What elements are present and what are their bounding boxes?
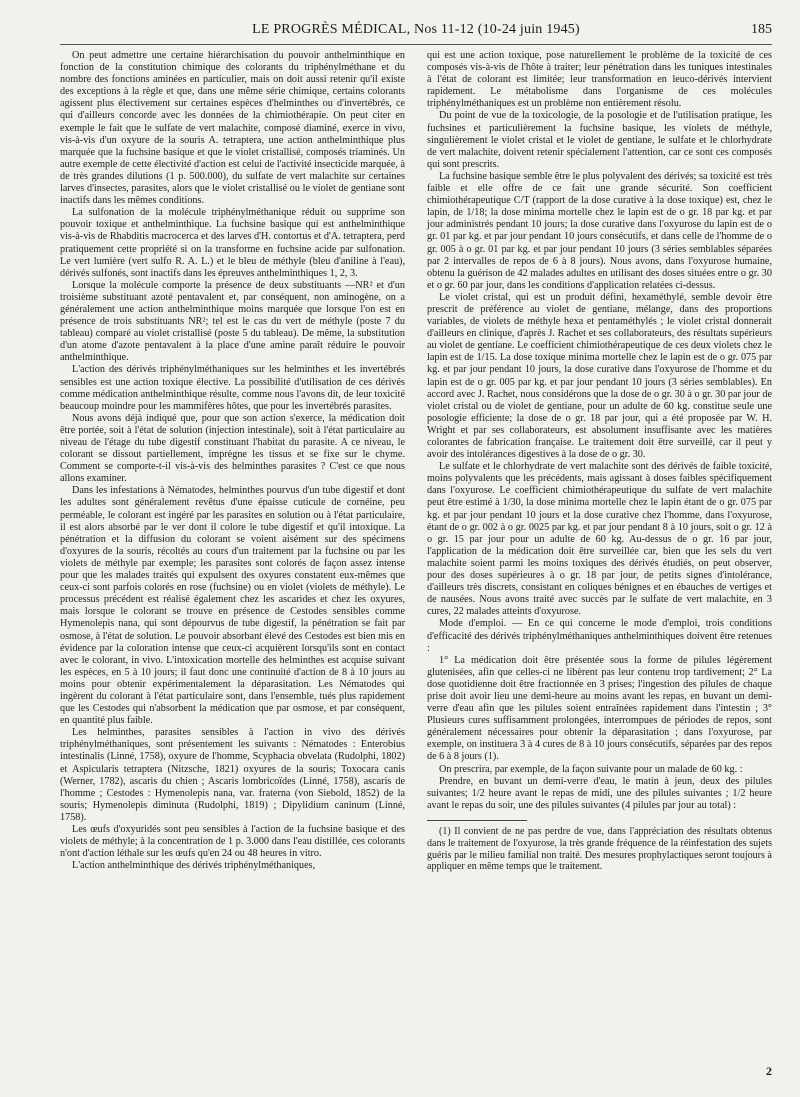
paragraph: Du point de vue de la toxicologie, de la posologie et de l'utilisation pratique, les fuchsines et particulièrement la fuchsine basique, les violets de méthyle, singulièrement le violet cristal et le violet de gentiane, le sulfate et le chlorhydrate de vert malachite, doivent retenir spécialement l'attention, car ce sont ces composés qui sont prescrits.	[427, 110, 772, 170]
paragraph: Les œufs d'oxyuridés sont peu sensibles à l'action de la fuchsine basique et des violets de méthyle; à la concentration de 1 p. 3.000 dans l'eau distillée, ces colorants n'ont d'action léthale sur les œufs qu'en 24 ou 48 heures in vitro.	[60, 824, 405, 860]
paragraph: qui est une action toxique, pose naturellement le problème de la toxicité de ces composés vis-à-vis de l'hôte à traiter; leur pénétration dans les tuniques intestinales à l'état de colorant est limitée; leur transformation en leuco-dérivés intervient rapidement. Le métabolisme dans l'organisme de ces molécules triphénylméthaniques est un problème non entièrement résolu.	[427, 50, 772, 110]
paragraph: La fuchsine basique semble être le plus polyvalent des dérivés; sa toxicité est très faible et elle offre de ce fait une grande sécurité. Son coefficient chimiothérapeutique C/T (rapport de la dose curative à la dose toxique) est, chez le lapin, de 1/18; la dose minima mortelle chez le lapin est de o gr. 18 par kg. et par jour administrés pendant 10 jours; la dose curative dans l'oxyurose du lapin est de o gr. 01 par kg. et par jour pendant 10 jours consécutifs, et dans celle de l'homme de o gr. 005 à o gr. 01 par kg. et par jour pendant 10 jours (3 séries semblables séparées par 2 intervalles de repos de 6 à 8 jours). Nous avons, dans l'oxyurose humaine, obtenu la guérison de 42 malades adultes en utilisant des doses situées entre o gr. 30 et o gr. 60 par jour, dans les conditions d'application relatées ci-dessus.	[427, 170, 772, 291]
journal-title: LE PROGRÈS MÉDICAL, Nos 11-12 (10-24 juin 1945)	[252, 22, 580, 37]
right-column	[427, 50, 772, 873]
paragraph: 1° La médication doit être présentée sous la forme de pilules légèrement glutenisées, afin que celles-ci ne libèrent pas leur contenu trop tardivement; 2° La dose quotidienne doit être fractionnée en 3 prises; l'ingestion des pilules de chaque prise doit avoir lieu une demi-heure au moins avant les repas, en buvant un demi-verre d'eau afin que les pilules soient entraînées rapidement dans l'intestin ; 3° Plusieurs cures suffisamment prolongées, interrompues de périodes de repos, sont généralement nécessaires pour obtenir la déparasitation ; dans l'oxyurose, par exemple, on instituera 3 à 4 cures de 8 à 10 jours consécutifs, séparées par des repos de 6 à 8 jours (1).	[427, 654, 772, 763]
signature-mark: 2	[766, 1064, 772, 1078]
paragraph: Le sulfate et le chlorhydrate de vert malachite sont des dérivés de faible toxicité, moins polyvalents que les précédents, mais agissant à doses faibles spécifiquement dans l'oxyurose. Le coefficient chimiothérapeutique du sulfate de vert malachite peut être estimé à 1/30, la dose minima mortelle chez le lapin étant de o gr. 075 par kg. et par jour pendant 10 jours et la dose curative chez l'homme, dans l'oxyurose, étant de o gr. 002 à o gr. 0025 par kg. et par jour pendant 8 à 10 jours, soit o gr. 12 à o gr. 15 par jour pour un adulte de 60 kg. Au-dessus de o gr. 16 par jour, l'application de la médication doit être surveillée car, bien que les sels du vert malachite soient parmi les moins toxiques des dérivés étudiés, on peut observer, pour des doses supérieures à o gr. 18 par jour, de petits signes d'intolérance, d'ailleurs très discrets, consistant en coliques bénignes et en ébauches de vertiges et de nausées. Nous avons traité avec succès par le sulfate de vert malachite, en 3 cures, 22 malades atteints d'oxyurose.	[427, 461, 772, 618]
paragraph: Dans les infestations à Nématodes, helminthes pourvus d'un tube digestif et dont les adultes sont généralement revêtus d'une épaisse cuticule de cornéine, peu perméable, le colorant est ingéré par les parasites en solution ou à l'état particulaire, il est alors absorbé par le ver dont il colore le tube digestif et qu'il intoxique. La pénétration et la diffusion du colorant se voient aisément sur des spécimens d'oxyures de la souris, récoltés au cours d'un traitement par la fuchsine ou par les violets de méthyle par exemple; les parasites sont colorés de façon assez intense pour que les malades traités qui expulsent des oxyures constatent eux-mêmes que ceux-ci sont parfois colorés en rose (fuchsine) ou en violet (violets de méthyle). Le processus précédent est réalisé également chez les ascarides et chez les oxyures, mais lorsque le colorant se trouve en présence de Cestodes sensibles comme Hymenolepis nana, qui sont dépourvus de tube digestif, la pénétration se fait par osmose, à l'état de solution. Le pouvoir absorbant élevé des Cestodes est bien mis en évidence par la coloration intense que ceux-ci acquièrent lorsqu'ils sont en contact avec le colorant, in vivo. L'intoxication mortelle des helminthes est acquise suivant les espèces, en 5 à 10 jours; il faut donc une continuité d'action de 8 à 10 jours au moins pour obtenir expérimentalement la déparasitation. Les Nématodes qui ingèrent du colorant à l'état particulaire sont, dans l'ensemble, tués plus rapidement que les Cestodes qui n'absorbent la médication que par osmose, et par conséquent, en quantité plus faible.	[60, 485, 405, 727]
footnote-divider	[427, 820, 527, 821]
running-header	[60, 20, 772, 45]
paragraph: Les helminthes, parasites sensibles à l'action in vivo des dérivés triphénylméthaniques, sont présentement les suivants : Nématodes : Enterobius intestinalis (Linné, 1758), oxyure de l'homme, Scyphacia obvelata (Rudolphi, 1802) et Aspicularis tetraptera (Nitzsche, 1821) oxyures de la souris; Toxocara canis (Werner, 1782), ascaris du chien ; Ascaris lombricoïdes (Linné, 1758), ascaris de l'homme ; Cestodes : Hymenolepis nana, var. fraterna (von Siebold, 1852) de la souris; Hymenolepis diminuta (Rudolphi, 1819) ; Dipylidium caninum (Linné, 1758).	[60, 727, 405, 823]
footnote: (1) Il convient de ne pas perdre de vue, dans l'appréciation des résultats obtenus dans le traitement de l'oxyurose, la très grande fréquence de la réinfestation des sujets guéris par le milieu familial non traité. Des mesures prophylactiques seront toujours à appliquer en même temps que le traitement.	[427, 825, 772, 873]
page-number: 185	[751, 22, 772, 37]
paragraph: On peut admettre une certaine hiérarchisation du pouvoir anthelminthique en fonction de la constitution chimique des colorants du triphénylméthane et du nombre des fonctions aminées en particulier, mais on doit aussi retenir qu'il existe des exceptions à la règle et que, dans une même série chimique, certains colorants agissent plus électivement sur certaines espèces d'helminthes ou d'invertébrés, ce qui d'ailleurs concorde avec les données de la chimiothérapie. On peut citer en exemple le fait que le sulfate de vert malachite, composé diaminé, exerce in vivo, vis-à-vis d'un oxyure de la souris A. tetraptera, une action anthelminthique plus marquée que la fuchsine basique et que le violet cristallisé, composés triaminés. Un autre exemple de cette électivité d'action est celui de l'activité insecticide marquée, à de très grandes dilutions (1 p. 500.000), du sulfate de vert malachite sur certaines larves d'insectes, parasites, alors que le violet cristallisé ou le violet de gentiane sont inactifs dans les mêmes conditions.	[60, 50, 405, 207]
paragraph: Prendre, en buvant un demi-verre d'eau, le matin à jeun, deux des pilules suivantes; 1/2 heure avant le repas de midi, une des pilules suivantes ; 1/2 heure avant le repas du soir, une des pilules suivantes (4 pilules par jour au total) :	[427, 775, 772, 811]
paragraph: Mode d'emploi. — En ce qui concerne le mode d'emploi, trois conditions d'efficacité des dérivés triphénylméthaniques anthelminthiques doivent être retenues :	[427, 618, 772, 654]
paragraph: L'action des dérivés triphénylméthaniques sur les helminthes et les invertébrés sensibles est une action toxique élective. La possibilité d'utilisation de ces dérivés comme médication anthelminthique résulte, comme nous l'avons dit, de leur toxicité beaucoup moindre pour les mammifères hôtes, que pour les invertébrés parasites.	[60, 364, 405, 412]
paragraph: Lorsque la molécule comporte la présence de deux substituants —NR² et d'un troisième substituant azoté pentavalent et, par conséquent, non aminogène, on a généralement une action anthelminthique moins marquée que lorsque l'on est en présence de trois substituants NR²; tel est le cas du vert de méthyle (poste 7 du tableau) comparé au violet cristallisé (poste 5 du tableau). De même, la substitution d'un atome d'azote pentavalent à la place d'une amine paraît réduire le pouvoir anthelminthique.	[60, 279, 405, 364]
paragraph: Le violet cristal, qui est un produit défini, hexaméthylé, semble devoir être prescrit de préférence au violet de gentiane, mélange, dans des proportions variables, de violets de méthyle hexa et pentaméthylés ; le violet cristal donnerait d'ailleurs en clinique, d'après J. Rachet et ses collaborateurs, des résultats supérieurs au violet de gentiane. Le coefficient chimiothérapeutique de ces deux violets chez le lapin est de 1/15. La dose toxique minima mortelle chez le lapin est de o gr. 075 par kg. et par jour pendant 10 jours, la dose curative dans l'oxyurose de l'homme et du lapin est de o gr. 005 par kg. et par jour pendant 10 jours (3 séries semblables). En accord avec J. Rachet, nous considérons que la dose de o gr. 30 à o gr. 30 par jour de violet cristal ou de violet de gentiane, pour un adulte de 60 kg. constitue seule une posologie efficiente; la dose de o gr. 18 par jour, qui a été proposée par W. H. Wright et par ses collaborateurs, est absolument insuffisante avec les matières colorantes de fabrication française. Le traitement doit être surveillé, car il peut y avoir des intolérances digestives à la dose de o gr. 30.	[427, 291, 772, 461]
paragraph: On prescrira, par exemple, de la façon suivante pour un malade de 60 kg. :	[439, 763, 743, 775]
paragraph: L'action anthelminthique des dérivés triphénylméthaniques,	[72, 860, 316, 872]
paragraph: La sulfonation de la molécule triphénylméthanique réduit ou supprime son pouvoir toxique et anthelminthique. La fuchsine basique qui est anthelminthique vis-à-vis de Rhabditis macrocerca et des larves d'H. contortus et d'A. tetraptera, perd pratiquement cette propriété si on la transforme en fuchsine acide par sulfonation. Le vert lumière (vert sulfo R. A. L.) et le bleu de méthyle (bleu d'aniline à l'eau), dérivés sulfonés, sont inactifs dans les épreuves anthelminthiques 1, 2, 3.	[60, 207, 405, 279]
left-column	[60, 50, 405, 872]
paragraph: Nous avons déjà indiqué que, pour que son action s'exerce, la médication doit être portée, soit à l'état de solution (injection intestinale), soit à l'état particulaire au niveau de l'étage du tube digestif constituant l'habitat du parasite. A ce niveau, le colorant se dissout partiellement, imprègne les tissus et se fixe sur le chyme. Comment se comporte-t-il vis-à-vis des helminthes parasites ? C'est ce que nous allons examiner.	[60, 412, 405, 485]
